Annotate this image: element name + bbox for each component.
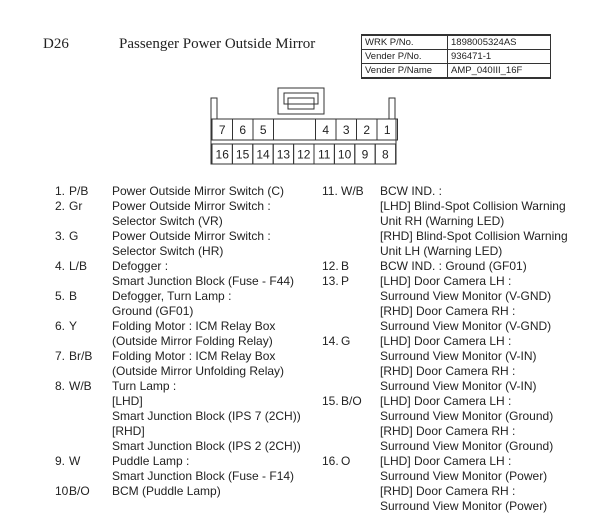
pin-entry-wire-color: W — [69, 454, 81, 468]
pin-entry-description: Puddle Lamp : — [112, 454, 190, 468]
pin-entry-description: BCM (Puddle Lamp) — [112, 484, 221, 498]
pin-entry-number: 8. — [55, 379, 66, 393]
pin-entry-number: 6. — [55, 319, 66, 333]
pin-entry-description: Turn Lamp : — [112, 379, 177, 393]
pin-entry-number: 5. — [55, 289, 66, 303]
pin-entry-description: [RHD] Door Camera RH : — [380, 484, 516, 498]
pin-entry-number: 15. — [322, 394, 339, 408]
pin-entry-description: Defogger, Turn Lamp : — [112, 289, 232, 303]
pin-number: 5 — [259, 123, 267, 137]
pin-entry-description: Power Outside Mirror Switch (C) — [112, 184, 285, 198]
pin-entry-wire-color: B/O — [341, 394, 362, 408]
connector-ear-right — [389, 98, 395, 119]
pin-entry-description: Unit LH (Warning LED) — [380, 244, 503, 258]
pin-number: 3 — [342, 123, 350, 137]
part-info-value: 1898005324AS — [448, 35, 551, 50]
pin-entry-description: Smart Junction Block (IPS 7 (2CH)) — [112, 409, 301, 423]
pin-entry-description: [RHD] Door Camera RH : — [380, 424, 516, 438]
pin-entry-number: 12. — [322, 259, 339, 273]
pin-entry-number: 4. — [55, 259, 66, 273]
pin-number: 15 — [235, 147, 250, 162]
pin-entry-description: [RHD] — [112, 424, 145, 438]
part-info-value: 936471-1 — [448, 50, 551, 64]
pin-entry-description: BCW IND. : Ground (GF01) — [380, 259, 527, 273]
pin-entry-description: [LHD] Blind-Spot Collision Warning — [380, 199, 566, 213]
pin-entry-wire-color: B — [69, 289, 78, 303]
pin-number: 13 — [276, 147, 291, 162]
pin-entry-wire-color: G — [341, 334, 351, 348]
pin-number: 9 — [361, 147, 369, 162]
pin-entry-description: Surround View Monitor (Power) — [380, 499, 548, 513]
pin-entry-wire-color: B — [341, 259, 350, 273]
pin-entry-description: Folding Motor : ICM Relay Box — [112, 319, 276, 333]
pin-entry-description: Surround View Monitor (Ground) — [380, 409, 554, 423]
connector-id: D26 — [43, 36, 69, 52]
pin-entry-description: [LHD] Door Camera LH : — [380, 394, 512, 408]
pin-entry-description: Smart Junction Block (Fuse - F44) — [112, 274, 295, 288]
pin-entry-wire-color: Br/B — [69, 349, 93, 363]
pin-number: 2 — [363, 123, 371, 137]
part-info-key: WRK P/No. — [362, 35, 448, 50]
page-title: Passenger Power Outside Mirror — [119, 36, 316, 52]
pin-entry-description: [LHD] Door Camera LH : — [380, 454, 512, 468]
pin-entry-number: 10. — [55, 484, 72, 498]
part-info-value: AMP_040III_16F — [448, 64, 551, 79]
pin-entry-number: 11. — [322, 184, 338, 198]
pin-number: 12 — [297, 147, 311, 162]
pin-entry-description: Unit RH (Warning LED) — [380, 214, 505, 228]
pin-number: 7 — [218, 123, 226, 137]
pin-number: 6 — [239, 123, 247, 137]
pin-entry-description: Power Outside Mirror Switch : — [112, 199, 271, 213]
pin-entry-description: Surround View Monitor (V-GND) — [380, 289, 552, 303]
pin-entry-number: 16. — [322, 454, 339, 468]
pin-number: 14 — [256, 147, 270, 162]
pin-entry-wire-color: P/B — [69, 184, 89, 198]
pin-number: 10 — [337, 147, 352, 162]
pin-entry-description: Power Outside Mirror Switch : — [112, 229, 271, 243]
pin-entry-number: 9. — [55, 454, 66, 468]
connector-top-row — [212, 119, 398, 140]
pin-entry-description: [LHD] Door Camera LH : — [380, 334, 512, 348]
pin-entry-number: 3. — [55, 229, 66, 243]
pin-entry-description: Surround View Monitor (Ground) — [380, 439, 554, 453]
pin-number: 11 — [317, 147, 331, 162]
pin-number: 4 — [322, 123, 330, 137]
pin-entry-description: (Outside Mirror Folding Relay) — [112, 334, 273, 348]
pin-entry-wire-color: W/B — [341, 184, 364, 198]
pin-entry-description: Selector Switch (VR) — [112, 214, 223, 228]
pin-entry-number: 7. — [55, 349, 66, 363]
pin-entry-wire-color: Gr — [69, 199, 83, 213]
connector-ear-left — [211, 98, 217, 119]
pin-entry-wire-color: P — [341, 274, 350, 288]
pin-entry-wire-color: L/B — [69, 259, 88, 273]
pin-entry-description: Smart Junction Block (Fuse - F14) — [112, 469, 295, 483]
pin-number: 16 — [215, 147, 229, 162]
pin-entry-description: Surround View Monitor (Power) — [380, 469, 548, 483]
pin-entry-description: [RHD] Door Camera RH : — [380, 304, 516, 318]
pin-entry-number: 1. — [55, 184, 66, 198]
pin-entry-description: Folding Motor : ICM Relay Box — [112, 349, 276, 363]
pin-entry-wire-color: W/B — [69, 379, 92, 393]
pin-entry-description: (Outside Mirror Unfolding Relay) — [112, 364, 285, 378]
pin-number: 1 — [383, 123, 391, 137]
connector-diagram — [0, 0, 602, 170]
pin-entry-description: Surround View Monitor (V-IN) — [380, 349, 537, 363]
pin-entry-number: 14. — [322, 334, 339, 348]
pin-entry-description: Surround View Monitor (V-IN) — [380, 379, 537, 393]
pin-entry-description: Selector Switch (HR) — [112, 244, 224, 258]
connector-latch — [278, 88, 324, 114]
part-info-key: Vender P/No. — [362, 50, 448, 64]
pin-cell — [274, 119, 316, 140]
pin-entry-wire-color: O — [341, 454, 351, 468]
pin-entry-description: BCW IND. : — [380, 184, 442, 198]
pin-entry-wire-color: Y — [69, 319, 78, 333]
pin-entry-description: [RHD] Door Camera RH : — [380, 364, 516, 378]
pin-entry-wire-color: B/O — [69, 484, 90, 498]
pin-entry-description: [LHD] — [112, 394, 143, 408]
pin-entry-description: [LHD] Door Camera LH : — [380, 274, 512, 288]
pin-entry-wire-color: G — [69, 229, 79, 243]
pin-entry-description: [RHD] Blind-Spot Collision Warning — [380, 229, 568, 243]
pin-entry-number: 13. — [322, 274, 339, 288]
pin-entry-description: Smart Junction Block (IPS 2 (2CH)) — [112, 439, 301, 453]
pin-entry-description: Defogger : — [112, 259, 169, 273]
pin-number: 8 — [382, 147, 389, 162]
pin-entry-description: Ground (GF01) — [112, 304, 194, 318]
pin-entry-description: Surround View Monitor (V-GND) — [380, 319, 552, 333]
pin-entry-number: 2. — [55, 199, 66, 213]
part-info-key: Vender P/Name — [362, 64, 448, 79]
connector-bottom-row — [212, 144, 396, 164]
